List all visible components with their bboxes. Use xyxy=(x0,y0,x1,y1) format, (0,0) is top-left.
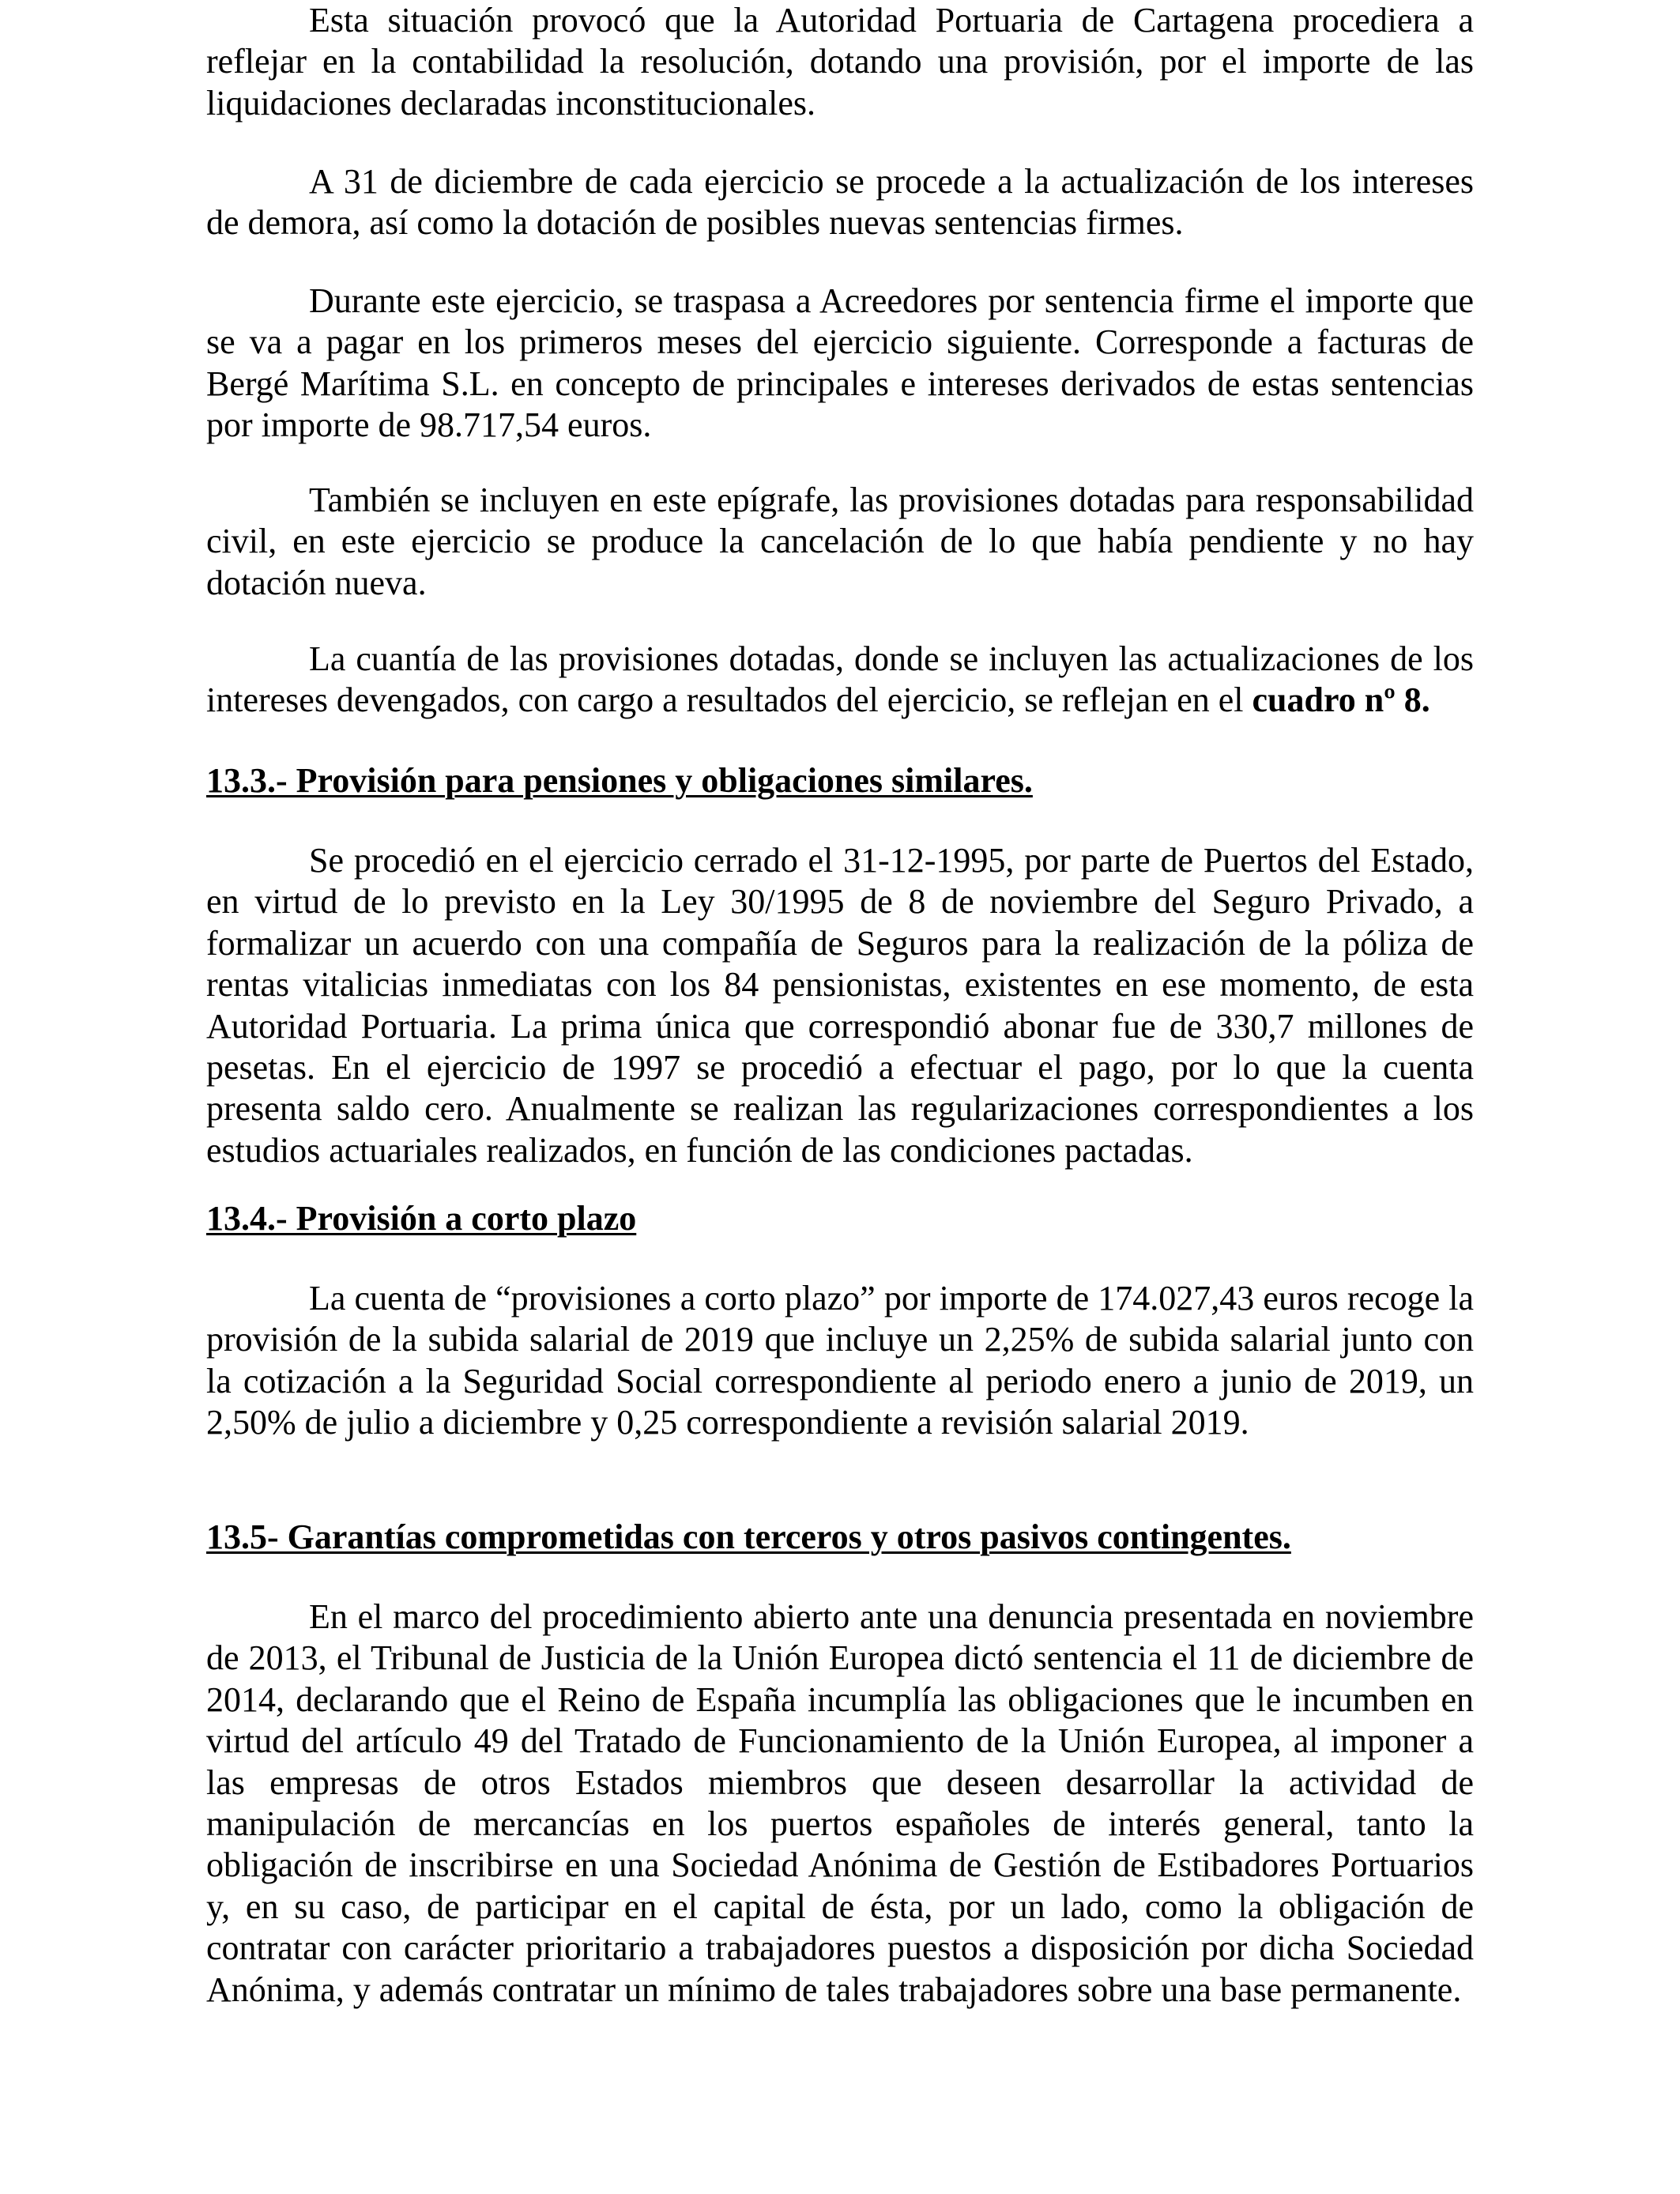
paragraph-text: La cuantía de las provisiones dotadas, donde se incluyen las actualizaciones de los intereses devengados, con cargo a resultados del ejercicio, se reflejan en el xyxy=(206,639,1474,720)
paragraph: La cuenta de “provisiones a corto plazo” por importe de 174.027,43 euros recoge la provisión de la subida salarial de 2019 que incluye un 2,25% de subida salarial junto con la cotización a la Seguridad Social correspondiente al periodo enero a junio de 2019, un 2,50% de julio a diciembre y 0,25 correspondiente a revisión salarial 2019. xyxy=(206,1279,1474,1442)
paragraph: En el marco del procedimiento abierto ante una denuncia presentada en noviembre de 2013, el Tribunal de Justicia de la Unión Europea dictó sentencia el 11 de diciembre de 2014, declarando que el Reino de España incumplía las obligaciones que le incumben en virtud del artículo 49 del Tratado de Funcionamiento de la Unión Europea, al imponer a las empresas de otros Estados miembros que deseen desarrollar la actividad de manipulación de mercancías en los puertos españoles de interés general, tanto la obligación de inscribirse en una Sociedad Anónima de Gestión de Estibadores Portuarios y, en su caso, de participar en el capital de ésta, por un lado, como la obligación de contratar con carácter prioritario a trabajadores puestos a disposición por dicha Sociedad Anónima, y además contratar un mínimo de tales trabajadores sobre una base permanente. xyxy=(206,1597,1474,2009)
paragraph: También se incluyen en este epígrafe, las provisiones dotadas para responsabilidad civil, en este ejercicio se produce la cancelación de lo que había pendiente y no hay dotación nueva. xyxy=(206,481,1474,602)
section-heading-13-3: 13.3.- Provisión para pensiones y obligaciones similares. xyxy=(206,761,1033,800)
section-heading-13-4: 13.4.- Provisión a corto plazo xyxy=(206,1199,637,1238)
paragraph: Se procedió en el ejercicio cerrado el 31-12-1995, por parte de Puertos del Estado, en virtud de lo previsto en la Ley 30/1995 de 8 de noviembre del Seguro Privado, a formalizar un acuerdo con una compañía de Seguros para la realización de la póliza de rentas vitalicias inmediatas con los 84 pensionistas, existentes en ese momento, de esta Autoridad Portuaria. La prima única que correspondió abonar fue de 330,7 millones de pesetas. En el ejercicio de 1997 se procedió a efectuar el pago, por lo que la cuenta presenta saldo cero. Anualmente se realizan las regularizaciones correspondientes a los estudios actuariales realizados, en función de las condiciones pactadas. xyxy=(206,841,1474,1170)
paragraph: Durante este ejercicio, se traspasa a Acreedores por sentencia firme el importe que se va a pagar en los primeros meses del ejercicio siguiente. Corresponde a facturas de Bergé Marítima S.L. en concepto de principales e intereses derivados de estas sentencias por importe de 98.717,54 euros. xyxy=(206,281,1474,445)
section-heading-13-5: 13.5- Garantías comprometidas con terceros y otros pasivos contingentes. xyxy=(206,1517,1291,1556)
paragraph: A 31 de diciembre de cada ejercicio se procede a la actualización de los intereses de demora, así como la dotación de posibles nuevas sentencias firmes. xyxy=(206,162,1474,243)
paragraph-cuadro-reference xyxy=(206,639,1474,722)
paragraph: Esta situación provocó que la Autoridad Portuaria de Cartagena procediera a reflejar en la contabilidad la resolución, dotando una provisión, por el importe de las liquidaciones declaradas inconstitucionales. xyxy=(206,1,1474,123)
cuadro-reference: cuadro nº 8. xyxy=(1252,680,1430,720)
